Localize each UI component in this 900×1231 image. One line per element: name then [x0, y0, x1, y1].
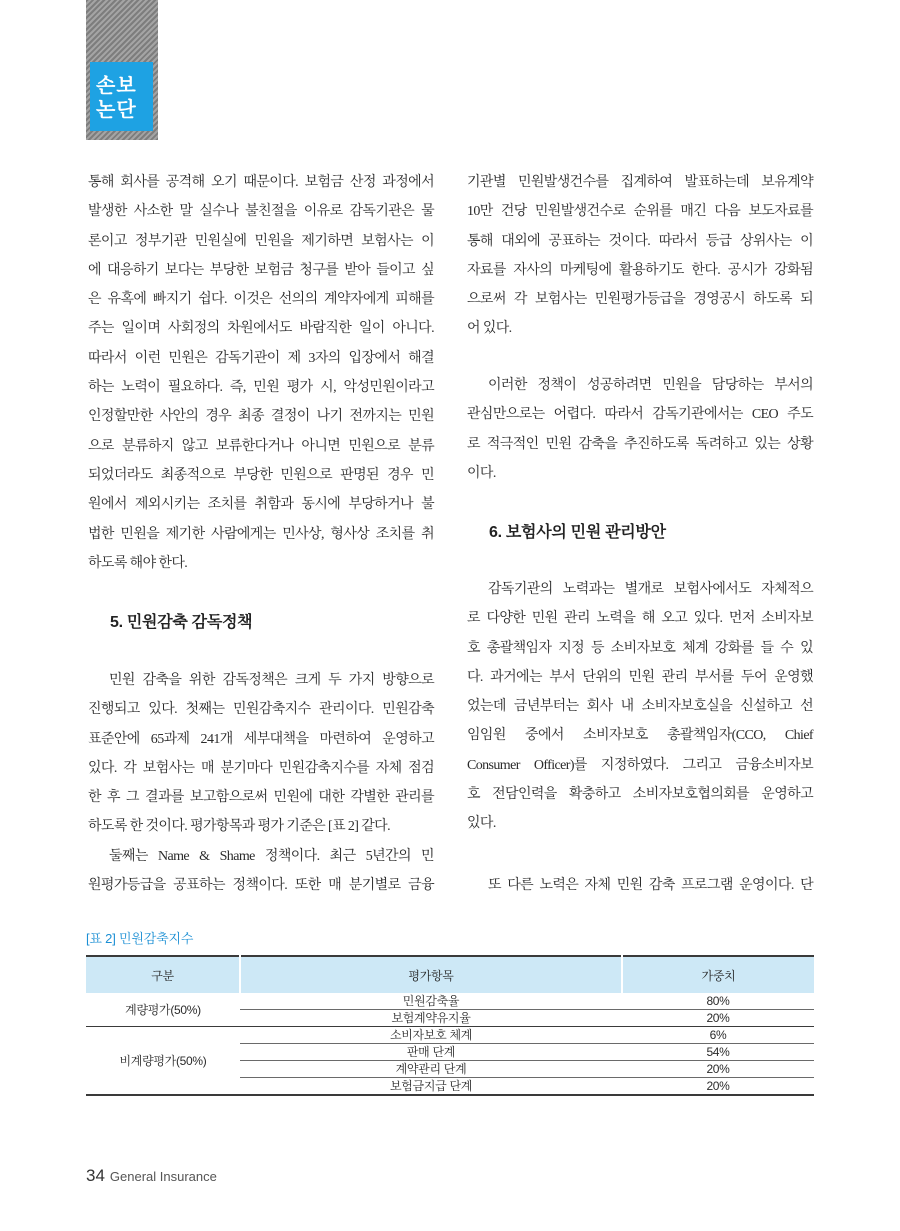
text-line: 주는 일이며 사회정의 차원에서도 바람직한 일이 아니다.	[88, 321, 434, 337]
text-line: 호 총괄책임자 지정 등 소비자보호 체계 강화를 들 수 있	[467, 640, 813, 656]
text-line: 한 후 그 결과를 보고함으로써 민원에 대한 각별한 관리를	[88, 790, 434, 806]
header-evaluation-item: 평가항목	[240, 956, 622, 993]
section-label-line: 논단	[96, 99, 137, 121]
text-line: 은 유혹에 빠지기 쉽다. 이것은 선의의 계약자에게 피해를	[88, 292, 434, 308]
category-cell: 비계량평가(50%)	[86, 1027, 240, 1096]
weight-cell: 20%	[622, 1010, 814, 1027]
weight-cell: 20%	[622, 1061, 814, 1078]
text-line: 었는데 금년부터는 회사 내 소비자보호실을 신설하고 선	[467, 699, 813, 715]
page-number: 34	[86, 1166, 105, 1185]
weight-cell: 20%	[622, 1078, 814, 1096]
section-label-box	[90, 62, 153, 131]
category-cell: 계량평가(50%)	[86, 993, 240, 1027]
right-paragraph-2	[467, 371, 813, 488]
text-line: 로 적극적인 민원 감축을 추진하도록 독려하고 있는 상황	[467, 436, 813, 452]
text-line: 임임원 중에서 소비자보호 총괄책임자(CCO, Chief	[467, 728, 813, 744]
text-line: 하도록 한 것이다. 평가항목과 평가 기준은 [표 2] 같다.	[88, 819, 391, 835]
item-cell: 보험금지급 단계	[240, 1078, 622, 1096]
section-tab	[86, 0, 158, 140]
text-line: 민원 감축을 위한 감독정책은 크게 두 가지 방향으로	[109, 673, 434, 688]
text-line: 자료를 자사의 마케팅에 활용하기도 한다. 공시가 강화됨	[467, 262, 813, 278]
text-line: 또 다른 노력은 자체 민원 감축 프로그램 운영이다. 단	[488, 878, 813, 893]
table-header-row	[86, 956, 814, 993]
section-heading-5: 5. 민원감축 감독정책	[110, 614, 253, 631]
text-line: 로 다양한 민원 관리 노력을 해 오고 있다. 먼저 소비자보	[467, 611, 813, 627]
text-line: 되었더라도 최종적으로 부당한 민원으로 판명된 경우 민	[88, 467, 434, 483]
right-paragraph-3	[467, 575, 813, 839]
text-line: 이다.	[467, 465, 496, 481]
text-line: 호 전담인력을 확충하고 소비자보호협의회를 운영하고	[467, 787, 813, 803]
text-line: 관심만으로는 어렵다. 따라서 감독기관에서는 CEO 주도	[467, 407, 813, 423]
text-line: 원에서 제외시키는 조치를 취함과 동시에 부당하거나 불	[88, 497, 434, 513]
text-line: 발생한 사소한 말 실수나 불친절을 이유로 감독기관은 물	[88, 204, 434, 220]
text-line: 통해 대외에 공표하는 것이다. 따라서 등급 상위사는 이	[467, 233, 813, 249]
publication-name: General Insurance	[109, 1169, 217, 1184]
page-footer	[86, 1166, 217, 1186]
right-paragraph-4	[467, 871, 813, 900]
section-label-line: 손보	[96, 75, 137, 97]
text-line: 하도록 해야 한다.	[88, 555, 188, 571]
text-line: 다. 과거에는 부서 단위의 민원 관리 부서를 두어 운영했	[467, 669, 813, 685]
text-line: 감독기관의 노력과는 별개로 보험사에서도 자체적으	[488, 582, 813, 597]
weight-cell: 54%	[622, 1044, 814, 1061]
table-row	[86, 993, 814, 1010]
section-heading-6: 6. 보험사의 민원 관리방안	[489, 524, 666, 541]
right-paragraph-1	[467, 168, 813, 344]
text-line: Consumer Officer)를 지정하였다. 그리고 금융소비자보	[467, 757, 813, 773]
text-line: 있다. 각 보험사는 매 분기마다 민원감축지수를 자체 점검	[88, 760, 434, 776]
item-cell: 소비자보호 체계	[240, 1027, 622, 1044]
text-line: 하는 노력이 필요하다. 즉, 민원 평가 시, 악성민원이라고	[88, 380, 434, 396]
header-category: 구분	[86, 956, 240, 993]
left-paragraph-2	[88, 666, 434, 900]
text-line: 으로 분류하지 않고 보류한다거나 아니면 민원으로 분류	[88, 438, 434, 454]
text-line: 표준안에 65과제 241개 세부대책을 마련하여 운영하고	[88, 731, 434, 747]
text-line: 진행되고 있다. 첫째는 민원감축지수 관리이다. 민원감축	[88, 702, 434, 718]
weight-cell: 80%	[622, 993, 814, 1010]
text-line: 따라서 이런 민원은 감독기관이 제 3자의 입장에서 해결	[88, 350, 434, 366]
item-cell: 계약관리 단계	[240, 1061, 622, 1078]
text-line: 기관별 민원발생건수를 집계하여 발표하는데 보유계약	[467, 175, 813, 190]
left-paragraph-1	[88, 168, 434, 578]
table-caption: [표 2] 민원감축지수	[86, 931, 194, 946]
text-line: 으로써 각 보험사는 민원평가등급을 경영공시 하도록 되	[467, 292, 813, 308]
text-line: 법한 민원을 제기한 사람에게는 민사상, 형사상 조치를 취	[88, 526, 434, 542]
text-line: 론이고 정부기관 민원실에 민원을 제기하면 보험사는 이	[88, 233, 434, 249]
item-cell: 보험계약유지율	[240, 1010, 622, 1027]
text-line: 10만 건당 민원발생건수로 순위를 매긴 다음 보도자료를	[467, 204, 813, 220]
text-line: 이러한 정책이 성공하려면 민원을 담당하는 부서의	[488, 378, 813, 393]
complaint-reduction-index-table	[86, 955, 814, 1096]
text-line: 어 있다.	[467, 321, 512, 337]
text-line: 에 대응하기 보다는 부당한 보험금 청구를 받아 들이고 싶	[88, 262, 434, 278]
weight-cell: 6%	[622, 1027, 814, 1044]
text-line: 원평가등급을 공표하는 정책이다. 또한 매 분기별로 금융	[88, 878, 434, 894]
header-weight: 가중치	[622, 956, 814, 993]
text-line: 있다.	[467, 816, 496, 832]
text-line: 인정할만한 사안의 경우 최종 결정이 나기 전까지는 민원	[88, 409, 434, 425]
table-row	[86, 1027, 814, 1044]
text-line: 둘째는 Name & Shame 정책이다. 최근 5년간의 민	[109, 848, 434, 864]
item-cell: 판매 단계	[240, 1044, 622, 1061]
item-cell: 민원감축율	[240, 993, 622, 1010]
text-line: 통해 회사를 공격해 오기 때문이다. 보험금 산정 과정에서	[88, 175, 434, 190]
